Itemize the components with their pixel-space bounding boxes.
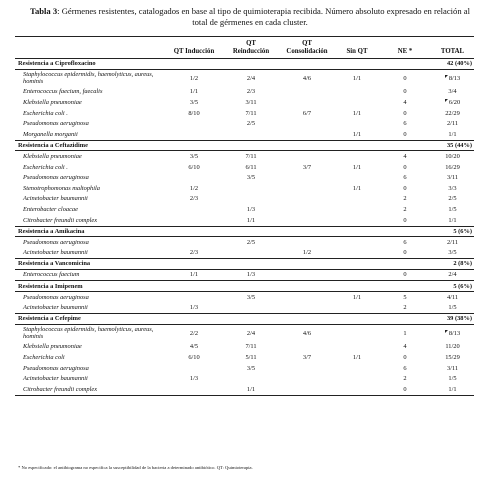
total-cell: 1/1 — [431, 384, 474, 395]
qt-reinduccion-cell: 2/4 — [246, 329, 256, 337]
sin-qt-cell: 1/1 — [352, 184, 362, 192]
qt-consolidacion-cell: 4/6 — [302, 329, 312, 337]
qt-consolidacion-cell — [279, 384, 335, 395]
table-row — [15, 292, 474, 303]
header-total: TOTAL — [431, 40, 474, 59]
sin-qt-cell — [335, 342, 379, 353]
germ-name: Pseudomonas aeruginosa — [23, 174, 89, 182]
qt-consolidacion-cell — [279, 269, 335, 281]
total-value: 8/13 — [448, 329, 461, 337]
total-cell: 3/3 — [448, 184, 457, 192]
group-title: Resistencia a Ceftazidime — [15, 140, 431, 151]
sin-qt-cell — [335, 324, 379, 342]
comment-marker-icon — [445, 99, 448, 102]
total-cell: 1/1 — [448, 216, 457, 224]
qt-induccion-cell: 6/10 — [188, 354, 200, 362]
qt-consolidacion-cell — [279, 363, 335, 374]
comment-marker-icon — [445, 330, 448, 333]
total-cell: 2/11 — [446, 238, 459, 246]
germ-name: Klebsiella pneumoniae — [23, 98, 82, 106]
sin-qt-cell: 1/1 — [352, 74, 362, 82]
header-sin-qt: Sin QT — [335, 40, 379, 59]
group-total: 5 (6%) — [431, 281, 474, 292]
qt-reinduccion-cell — [223, 129, 279, 140]
germ-name: Citrobacter freundii complex — [15, 384, 165, 395]
total-cell — [431, 97, 474, 108]
germ-name: Enterobacter cloacae — [23, 205, 78, 213]
germ-name: Stenotrophomonas maltophila — [23, 184, 100, 192]
table-body — [15, 59, 474, 396]
qt-induccion-cell: 2/3 — [189, 195, 199, 203]
group-title: Resistencia a Imipenem — [15, 281, 431, 292]
table-row — [15, 97, 474, 108]
sin-qt-cell: 1/1 — [352, 163, 362, 171]
table-row — [15, 363, 474, 374]
sin-qt-cell — [335, 248, 379, 259]
group-header-row — [15, 140, 474, 151]
qt-consolidacion-cell — [279, 129, 335, 140]
ne-cell: 0 — [403, 130, 407, 138]
germ-name: Staphylococcus epidermidis, haemolyticus, aureus, hominis — [23, 325, 154, 341]
ne-cell: 1 — [403, 329, 407, 337]
qt-induccion-cell: 3/5 — [189, 152, 199, 160]
total-cell: 15/29 — [445, 354, 460, 362]
header-qt-consolidacion: QT Consolidación — [279, 40, 335, 59]
ne-cell: 5 — [403, 293, 407, 301]
header-qt-induccion: QT Inducción — [165, 40, 223, 59]
germ-name: Escherichia coli . — [23, 109, 68, 117]
qt-induccion-cell — [165, 292, 223, 303]
qt-induccion-cell: 1/1 — [189, 88, 199, 96]
table-row — [15, 129, 474, 140]
germ-name: Klebsiella pneumoniae — [23, 152, 82, 160]
qt-consolidacion-cell — [279, 183, 335, 194]
qt-reinduccion-cell: 7/11 — [245, 343, 257, 351]
sin-qt-cell — [335, 374, 379, 385]
total-cell: 3/11 — [446, 364, 459, 372]
qt-reinduccion-cell: 7/11 — [245, 152, 257, 160]
germ-name: Pseudomonas aeruginosa — [23, 293, 89, 301]
qt-induccion-cell — [165, 204, 223, 215]
table-row — [15, 269, 474, 281]
ne-cell: 0 — [403, 88, 407, 96]
qt-reinduccion-cell — [223, 248, 279, 259]
germ-name: Staphylococcus epidermidis, haemolyticus, aureus, hominis — [23, 70, 154, 86]
qt-reinduccion-cell: 3/5 — [246, 293, 256, 301]
total-cell: 11/20 — [445, 343, 460, 351]
germ-name: Klebsiella pneumoniae — [23, 343, 82, 351]
qt-induccion-cell: 8/10 — [188, 109, 200, 117]
ne-cell: 6 — [403, 120, 407, 128]
ne-cell: 6 — [403, 364, 407, 372]
total-cell — [431, 324, 474, 342]
qt-reinduccion-cell: 2/3 — [246, 88, 256, 96]
table-row — [15, 324, 474, 342]
germ-name: Acinetobacter baumannii — [23, 375, 88, 383]
qt-consolidacion-cell: 3/7 — [302, 354, 312, 362]
qt-consolidacion-cell: 6/7 — [302, 109, 312, 117]
qt-consolidacion-cell — [279, 292, 335, 303]
total-cell: 2/5 — [448, 195, 457, 203]
qt-reinduccion-cell: 1/3 — [246, 271, 256, 279]
header-qt-reinduccion: QT Reinducción — [223, 40, 279, 59]
group-total: 39 (38%) — [431, 314, 474, 325]
germ-name: Pseudomonas aeruginosa — [23, 238, 89, 246]
ne-cell: 2 — [403, 304, 407, 312]
caption-text: : Gérmenes resistentes, catalogados en base al tipo de quimioterapia recibida. Número absoluto expresado en relación al total de gérmenes en cada cluster. — [57, 6, 470, 27]
qt-consolidacion-cell — [279, 204, 335, 215]
group-total: 35 (44%) — [431, 140, 474, 151]
sin-qt-cell: 1/1 — [352, 293, 362, 301]
germ-name: Escherichia coli . — [23, 163, 68, 171]
qt-induccion-cell: 1/2 — [189, 74, 199, 82]
total-value: 6/20 — [448, 98, 461, 106]
total-cell: 3/11 — [446, 174, 459, 182]
sin-qt-cell — [335, 97, 379, 108]
group-title: Resistencia a Ciprofloxacino — [15, 59, 431, 70]
qt-reinduccion-cell: 3/5 — [246, 174, 256, 182]
group-title: Resistencia a Vancomicina — [15, 259, 431, 270]
qt-consolidacion-cell: 4/6 — [302, 74, 312, 82]
table-row — [15, 215, 474, 226]
qt-reinduccion-cell: 3/11 — [245, 98, 257, 106]
qt-reinduccion-cell — [223, 194, 279, 205]
table-row — [15, 303, 474, 314]
qt-consolidacion-cell — [279, 303, 335, 314]
qt-consolidacion-cell: 1/2 — [302, 249, 312, 257]
germ-name: Morganella morganii — [23, 130, 78, 138]
total-cell: 1/5 — [448, 205, 457, 213]
table-row — [15, 183, 474, 194]
germ-name: Citrobacter freundii complex — [23, 216, 98, 224]
group-title: Resistencia a Amikacina — [15, 226, 431, 237]
qt-reinduccion-cell: 1/3 — [246, 205, 256, 213]
ne-cell: 0 — [403, 74, 407, 82]
sin-qt-cell: 1/1 — [352, 130, 362, 138]
qt-consolidacion-cell — [279, 374, 335, 385]
table-row — [15, 248, 474, 259]
table-row — [15, 204, 474, 215]
ne-cell: 0 — [403, 109, 407, 117]
qt-reinduccion-cell: 2/5 — [246, 238, 256, 246]
ne-cell: 0 — [403, 163, 407, 171]
qt-reinduccion-cell: 1/1 — [246, 216, 256, 224]
qt-reinduccion-cell: 1/1 — [223, 384, 279, 395]
total-cell: 2/11 — [446, 120, 459, 128]
sin-qt-cell — [335, 119, 379, 130]
germ-name: Acinetobacter baumannii — [23, 249, 88, 257]
ne-cell: 0 — [403, 354, 407, 362]
table-row — [15, 173, 474, 184]
qt-reinduccion-cell — [223, 183, 279, 194]
qt-induccion-cell — [165, 384, 223, 395]
qt-reinduccion-cell: 5/11 — [245, 354, 257, 362]
total-cell: 3/5 — [448, 249, 457, 257]
qt-consolidacion-cell — [279, 194, 335, 205]
table-row — [15, 342, 474, 353]
total-cell: 16/29 — [445, 163, 460, 171]
caption-label: Tabla 3 — [30, 6, 58, 16]
qt-induccion-cell — [165, 173, 223, 184]
qt-consolidacion-cell — [279, 87, 335, 98]
table-row — [15, 237, 474, 248]
qt-induccion-cell: 1/3 — [189, 375, 199, 383]
sin-qt-cell — [335, 269, 379, 281]
total-cell: 1/5 — [448, 304, 457, 312]
total-cell: 1/5 — [448, 375, 457, 383]
sin-qt-cell — [335, 384, 379, 395]
qt-induccion-cell: 2/3 — [189, 249, 199, 257]
sin-qt-cell — [335, 173, 379, 184]
qt-induccion-cell: 3/5 — [189, 98, 199, 106]
group-total: 5 (6%) — [431, 226, 474, 237]
sin-qt-cell — [335, 151, 379, 162]
germ-name: Acinetobacter baumannii — [23, 195, 88, 203]
germ-name: Pseudomonas aeruginosa — [23, 120, 89, 128]
qt-induccion-cell — [165, 237, 223, 248]
total-value: 8/13 — [448, 74, 461, 82]
sin-qt-cell: 1/1 — [352, 354, 362, 362]
ne-cell: 4 — [403, 152, 407, 160]
ne-cell: 6 — [403, 238, 407, 246]
qt-consolidacion-cell — [279, 97, 335, 108]
sin-qt-cell — [335, 303, 379, 314]
ne-cell: 0 — [403, 271, 407, 279]
qt-induccion-cell — [165, 129, 223, 140]
ne-cell: 2 — [403, 375, 407, 383]
sin-qt-cell: 1/1 — [352, 109, 362, 117]
ne-cell: 4 — [403, 98, 407, 106]
qt-consolidacion-cell — [279, 119, 335, 130]
total-cell: 1/1 — [448, 130, 457, 138]
qt-reinduccion-cell: 3/5 — [246, 364, 256, 372]
total-cell: 2/4 — [448, 271, 457, 279]
comment-marker-icon — [445, 75, 448, 78]
ne-cell: 0 — [379, 384, 431, 395]
table-header-row — [15, 40, 474, 59]
group-total: 42 (40%) — [431, 59, 474, 70]
ne-cell: 0 — [403, 216, 407, 224]
qt-induccion-cell: 6/10 — [188, 163, 200, 171]
total-cell: 3/4 — [448, 88, 457, 96]
qt-consolidacion-cell — [279, 342, 335, 353]
qt-reinduccion-cell: 2/4 — [246, 74, 256, 82]
total-cell: 22/29 — [445, 109, 460, 117]
qt-reinduccion-cell: 7/11 — [245, 109, 257, 117]
qt-reinduccion-cell: 2/5 — [246, 120, 256, 128]
germ-name: Enterococcus faecium, faecalis — [23, 88, 103, 96]
germ-name: Acinetobacter baumannii — [23, 304, 88, 312]
table-row — [15, 151, 474, 162]
germ-name: Escherichia coli — [23, 354, 65, 362]
table-row — [15, 194, 474, 205]
ne-cell: 0 — [403, 249, 407, 257]
table-row — [15, 162, 474, 173]
group-header-row — [15, 314, 474, 325]
germ-name: Enterococcus faecium — [23, 271, 80, 279]
qt-consolidacion-cell — [279, 173, 335, 184]
group-header-row — [15, 259, 474, 270]
qt-induccion-cell — [165, 363, 223, 374]
header-germen — [15, 40, 165, 59]
ne-cell: 0 — [403, 184, 407, 192]
total-cell: 10/20 — [445, 152, 460, 160]
resistance-table — [15, 36, 474, 396]
ne-cell: 4 — [403, 343, 407, 351]
group-header-row — [15, 59, 474, 70]
qt-consolidacion-cell — [279, 215, 335, 226]
table-row — [15, 119, 474, 130]
qt-reinduccion-cell — [223, 374, 279, 385]
qt-reinduccion-cell: 6/11 — [245, 163, 257, 171]
table-row — [15, 69, 474, 87]
table-row — [15, 374, 474, 385]
qt-induccion-cell: 1/1 — [189, 271, 199, 279]
qt-consolidacion-cell: 3/7 — [302, 163, 312, 171]
sin-qt-cell — [335, 237, 379, 248]
group-title: Resistencia a Cefepime — [15, 314, 431, 325]
qt-consolidacion-cell — [279, 237, 335, 248]
qt-induccion-cell: 4/5 — [189, 343, 199, 351]
group-total: 2 (8%) — [431, 259, 474, 270]
header-ne: NE * — [379, 40, 431, 59]
qt-induccion-cell: 1/2 — [189, 184, 199, 192]
sin-qt-cell — [335, 363, 379, 374]
sin-qt-cell — [335, 215, 379, 226]
group-header-row — [15, 281, 474, 292]
qt-induccion-cell: 1/3 — [189, 304, 199, 312]
qt-reinduccion-cell — [223, 303, 279, 314]
qt-induccion-cell — [165, 215, 223, 226]
total-cell: 4/11 — [446, 293, 459, 301]
table-caption — [30, 6, 470, 28]
sin-qt-cell — [335, 194, 379, 205]
table-row — [15, 108, 474, 119]
table-footnote: * No especificado: el antibiograma no especifica la susceptibilidad de la bacteria a determinado antibiótico. QT: Quimioterapia. — [18, 465, 253, 470]
ne-cell: 2 — [403, 205, 407, 213]
table-row — [15, 87, 474, 98]
ne-cell: 2 — [403, 195, 407, 203]
qt-consolidacion-cell — [279, 151, 335, 162]
qt-induccion-cell — [165, 119, 223, 130]
table-row — [15, 384, 474, 395]
sin-qt-cell — [335, 87, 379, 98]
total-cell — [431, 69, 474, 87]
germ-name: Pseudomonas aeruginosa — [23, 364, 89, 372]
qt-induccion-cell: 2/2 — [189, 329, 199, 337]
table-row — [15, 352, 474, 363]
ne-cell: 6 — [403, 174, 407, 182]
sin-qt-cell — [335, 204, 379, 215]
group-header-row — [15, 226, 474, 237]
